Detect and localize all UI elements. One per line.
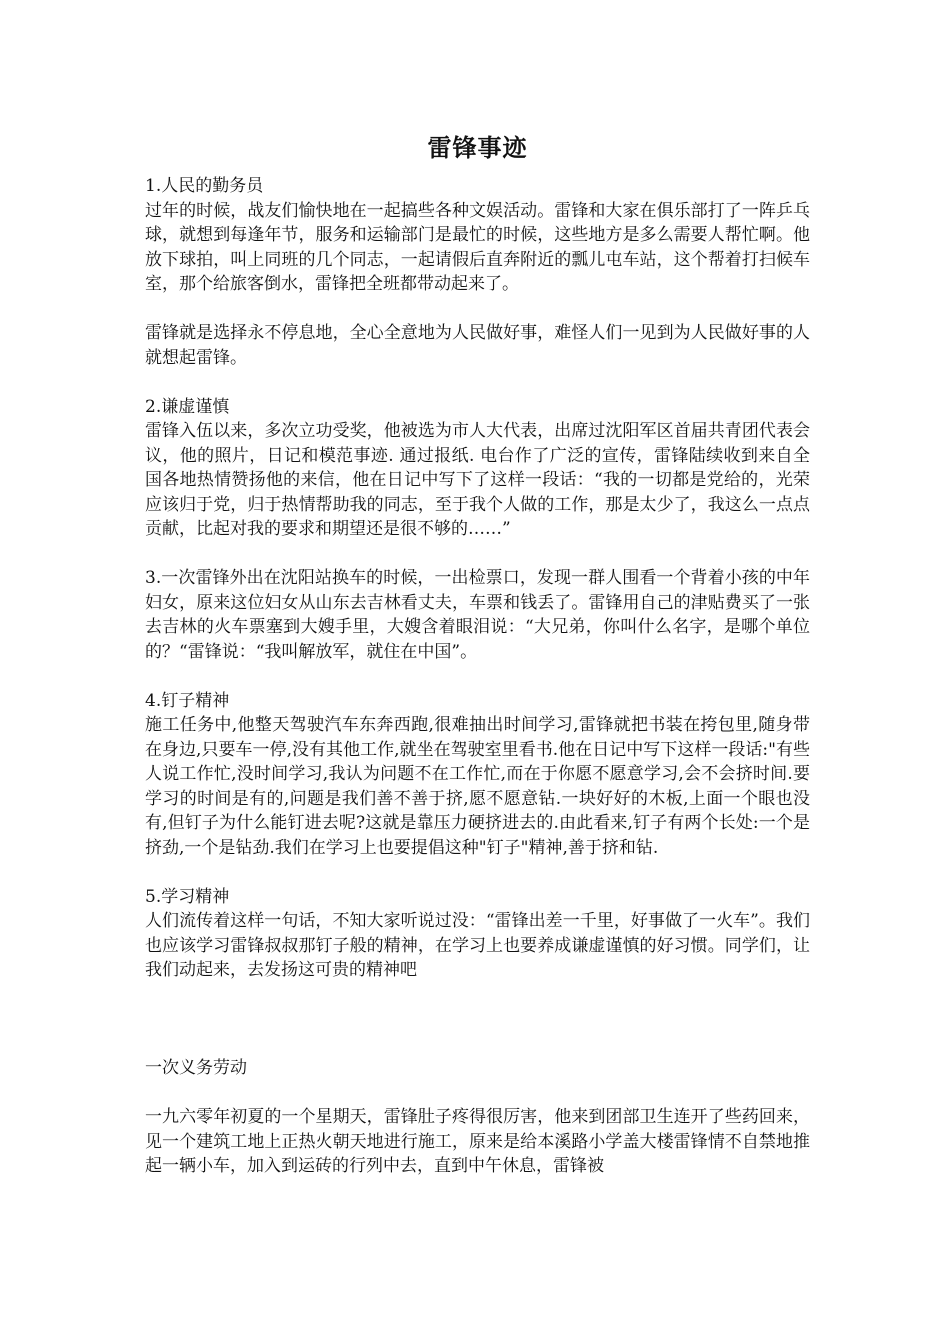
section-heading-1: 1.人民的勤务员 [145, 176, 264, 196]
paragraph-spacer [145, 1081, 810, 1106]
paragraph-spacer [145, 542, 810, 567]
section-3-paragraph-1: 3.一次雷锋外出在沈阳站换车的时候，一出检票口，发现一群人围看一个背着小孩的中年妇女，原来这位妇女从山东去吉林看丈夫，车票和钱丢了。雷锋用自己的津贴费买了一张去吉林的火车票塞到大嫂手里，大嫂含着眼泪说：“大兄弟，你叫什么名字，是哪个单位的？“雷锋说：“我叫解放军，就住在中国”。 [145, 568, 810, 662]
paragraph-spacer [145, 370, 810, 395]
section-heading-4: 4.钉子精神 [145, 690, 230, 711]
section-1-paragraph-2: 雷锋就是选择永不停息地，全心全意地为人民做好事，难怪人们一见到为人民做好事的人就想起雷锋。 [145, 323, 810, 368]
section-heading-6: 一次义务劳动 [145, 1058, 247, 1078]
section-heading-2: 2.谦虚谨慎 [145, 396, 230, 417]
section-4-paragraph-1: 施工任务中,他整天驾驶汽车东奔西跑,很难抽出时间学习,雷锋就把书装在挎包里,随身带在身边,只要车一停,没有其他工作,就坐在驾驶室里看书.他在日记中写下这样一段话:"有些人说工作忙,没时间学习,我认为问题不在工作忙,而在于你愿不愿意学习,会不会挤时间.要学习的时间是有的,问题是我们善不善于挤,愿不愿意钻.一块好好的木板,上面一个眼也没有,但钉子为什么能钉进去呢?这就是靠压力硬挤进去的.由此看来,钉子有两个长处:一个是挤劲,一个是钻劲.我们在学习上也要提倡这种"钉子"精神,善于挤和钻. [145, 715, 810, 858]
paragraph-spacer [145, 664, 810, 689]
section-5-paragraph-1: 人们流传着这样一句话，不知大家听说过没：“雷锋出差一千里，好事做了一火车”。我们也应该学习雷锋叔叔那钉子般的精神，在学习上也要养成谦虚谨慎的好习惯。同学们，让我们动起来，去发扬这可贵的精神吧 [145, 911, 810, 980]
section-heading-5: 5.学习精神 [145, 886, 230, 907]
paragraph-spacer [145, 1032, 810, 1057]
document-page [145, 130, 810, 1179]
section-2-paragraph-1: 雷锋入伍以来，多次立功受奖，他被选为市人大代表，出席过沈阳军区首届共青团代表会议，他的照片，日记和模范事迹. 通过报纸. 电台作了广泛的宣传，雷锋陆续收到来自全国各地热情赞扬他的来信，他在日记中写下了这样一段话：“我的一切都是党给的，光荣应该归于党，归于热情帮助我的同志，至于我个人做的工作，那是太少了，我这么一点点贡献，比起对我的要求和期望还是很不够的……” [145, 421, 810, 539]
document-title: 雷锋事迹 [427, 134, 528, 162]
paragraph-spacer [145, 860, 810, 885]
section-6-paragraph-1: 一九六零年初夏的一个星期天，雷锋肚子疼得很厉害，他来到团部卫生连开了些药回来，见一个建筑工地上正热火朝天地进行施工，原来是给本溪路小学盖大楼雷锋情不自禁地推起一辆小车，加入到运砖的行列中去，直到中午休息，雷锋被 [145, 1107, 810, 1176]
paragraph-spacer [145, 983, 810, 1032]
paragraph-spacer [145, 297, 810, 322]
section-1-paragraph-1: 过年的时候，战友们愉快地在一起搞些各种文娱活动。雷锋和大家在俱乐部打了一阵乒乓球，就想到每逢年节，服务和运输部门是最忙的时候，这些地方是多么需要人帮忙啊。他放下球拍，叫上同班的几个同志，一起请假后直奔附近的瓢儿屯车站，这个帮着打扫候车室，那个给旅客倒水，雷锋把全班都带动起来了。 [145, 200, 810, 294]
